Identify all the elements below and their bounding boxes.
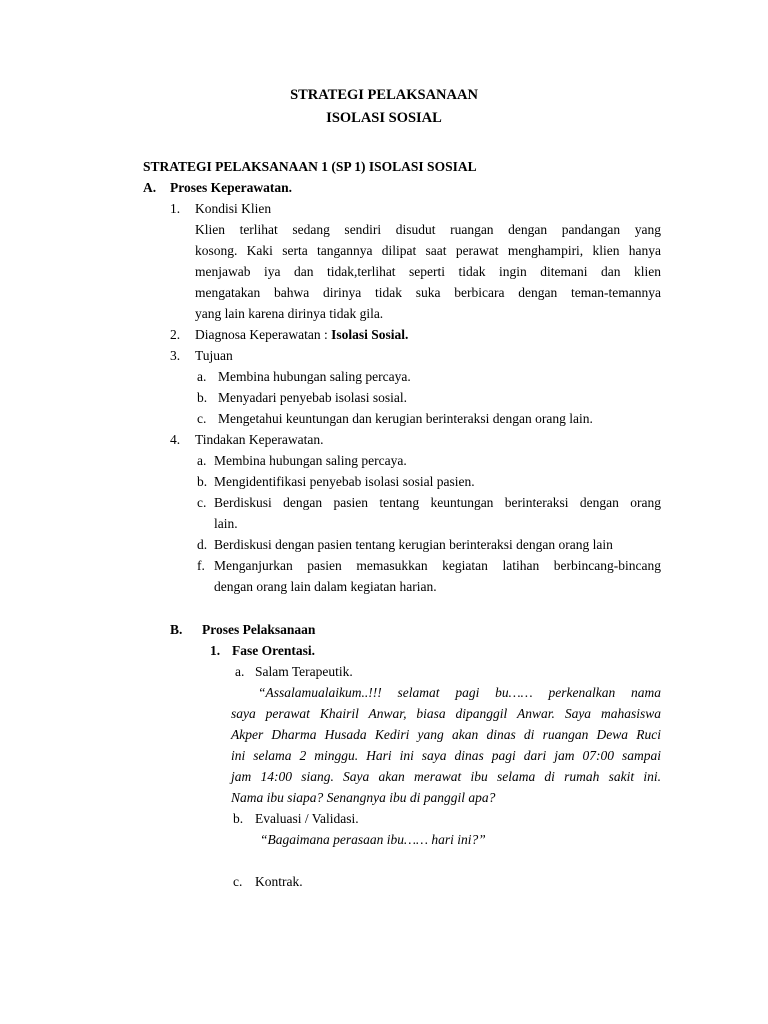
- item4-sub-text-cont: lain.: [214, 516, 238, 531]
- item4-sub-letter: f.: [197, 558, 205, 573]
- phase1-c-letter: c.: [233, 874, 243, 889]
- item4-sub-text: Berdiskusi dengan pasien tentang kerugian berinteraksi dengan orang lain: [214, 537, 613, 552]
- item4-sub-letter: c.: [197, 495, 207, 510]
- item1-paragraph-line: kosong. Kaki serta tangannya dilipat saat perawat menghampiri, klien hanya: [195, 243, 661, 258]
- item3-sub-text: Menyadari penyebab isolasi sosial.: [218, 390, 407, 405]
- section-b-letter: B.: [170, 622, 183, 637]
- item4-sub-letter: b.: [197, 474, 208, 489]
- item2-value: Isolasi Sosial.: [331, 327, 409, 342]
- evaluation-quote: “Bagaimana perasaan ibu…… hari ini?”: [260, 832, 486, 847]
- item4-number: 4.: [170, 432, 181, 447]
- item3-sub-letter: a.: [197, 369, 207, 384]
- greeting-quote-line: Nama ibu siapa? Senangnya ibu di panggil apa?: [231, 790, 496, 805]
- greeting-quote-line: “Assalamualaikum..!!! selamat pagi bu…… perkenalkan nama: [258, 685, 661, 700]
- greeting-quote-line: Akper Dharma Husada Kediri yang akan dinas di ruangan Dewa Ruci: [231, 727, 661, 742]
- section-a-letter: A.: [143, 180, 157, 195]
- item4-title: Tindakan Keperawatan.: [195, 432, 324, 447]
- item4-sub-text: Membina hubungan saling percaya.: [214, 453, 407, 468]
- item4-sub-text: Mengidentifikasi penyebab isolasi sosial pasien.: [214, 474, 475, 489]
- item1-paragraph-line: Klien terlihat sedang sendiri disudut ruangan dengan pandangan yang: [195, 222, 661, 237]
- item2-number: 2.: [170, 327, 181, 342]
- item4-sub-letter: a.: [197, 453, 207, 468]
- item1-paragraph-line: mengatakan bahwa dirinya tidak suka berbicara dengan teman-temannya: [195, 285, 661, 300]
- item4-sub-letter: d.: [197, 537, 208, 552]
- section-b-title: Proses Pelaksanaan: [202, 622, 316, 637]
- phase1-title: Fase Orentasi.: [232, 643, 315, 658]
- item3-number: 3.: [170, 348, 181, 363]
- item3-sub-text: Mengetahui keuntungan dan kerugian berinteraksi dengan orang lain.: [218, 411, 593, 426]
- phase1-c-title: Kontrak.: [255, 874, 303, 889]
- item3-sub-letter: b.: [197, 390, 208, 405]
- item4-sub-text: Menganjurkan pasien memasukkan kegiatan latihan berbincang-bincang: [214, 558, 661, 573]
- item4-sub-text: Berdiskusi dengan pasien tentang keuntungan berinteraksi dengan orang: [214, 495, 661, 510]
- phase1-a-letter: a.: [235, 664, 245, 679]
- item1-title: Kondisi Klien: [195, 201, 272, 216]
- greeting-quote-line: ini selama 2 minggu. Hari ini saya dinas pagi dari jam 07:00 sampai: [231, 748, 661, 763]
- item3-title: Tujuan: [195, 348, 233, 363]
- phase1-a-title: Salam Terapeutik.: [255, 664, 353, 679]
- greeting-quote-line: jam 14:00 siang. Saya akan merawat ibu selama di rumah sakit ini.: [231, 769, 661, 784]
- phase1-b-letter: b.: [233, 811, 244, 826]
- item2-label: Diagnosa Keperawatan :: [195, 327, 332, 342]
- phase1-number: 1.: [210, 643, 221, 658]
- item2-text: [195, 327, 408, 343]
- phase1-b-title: Evaluasi / Validasi.: [255, 811, 359, 826]
- item1-number: 1.: [170, 201, 181, 216]
- document-title-line2: ISOLASI SOSIAL: [326, 110, 442, 126]
- greeting-quote-line: saya perawat Khairil Anwar, biasa dipanggil Anwar. Saya mahasiswa: [231, 706, 661, 721]
- item1-paragraph-line: menjawab iya dan tidak,terlihat seperti tidak ingin ditemani dan klien: [195, 264, 661, 279]
- sp-heading: STRATEGI PELAKSANAAN 1 (SP 1) ISOLASI SOSIAL: [143, 159, 477, 174]
- section-a-title: Proses Keperawatan.: [170, 180, 292, 195]
- document-title-line1: STRATEGI PELAKSANAAN: [290, 87, 478, 103]
- item3-sub-text: Membina hubungan saling percaya.: [218, 369, 411, 384]
- item4-sub-text-cont: dengan orang lain dalam kegiatan harian.: [214, 579, 437, 594]
- item3-sub-letter: c.: [197, 411, 207, 426]
- item1-paragraph-line: yang lain karena dirinya tidak gila.: [195, 306, 384, 321]
